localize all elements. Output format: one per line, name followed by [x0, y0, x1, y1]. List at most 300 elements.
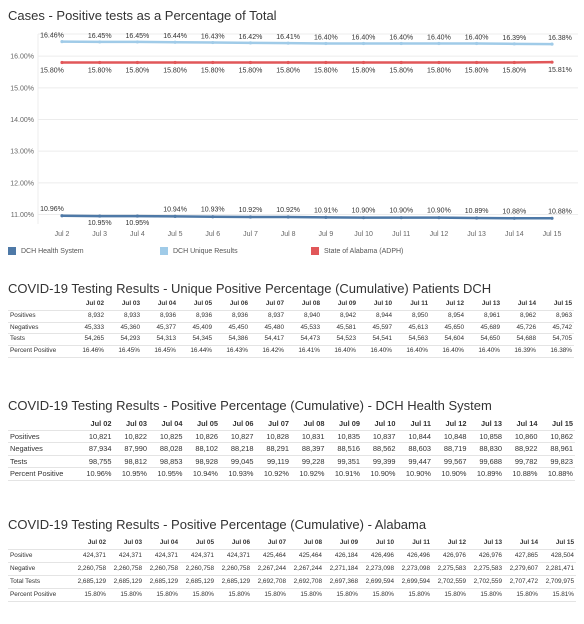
column-header: Jul 08: [301, 300, 320, 307]
column-header: Jul 08: [303, 419, 325, 428]
column-header: Jul 07: [267, 539, 286, 546]
column-header: Jul 05: [193, 300, 212, 307]
table-cell: 2,692,708: [288, 576, 324, 589]
table-cell: 45,581: [322, 322, 358, 334]
data-label: 15.80%: [87, 67, 112, 75]
table-cell: 10.90%: [433, 468, 469, 481]
x-tick-label: Jul 7: [243, 231, 258, 238]
table-cell: 2,685,129: [180, 576, 216, 589]
table-cell: 16.44%: [178, 346, 214, 358]
table-dch-health-system: [8, 418, 575, 481]
data-label: 16.45%: [125, 32, 150, 40]
data-label: 10.91%: [313, 207, 338, 215]
table-cell: 99,351: [327, 455, 363, 468]
table-row: [8, 550, 576, 563]
row-label: Negative: [8, 563, 72, 576]
x-tick-label: Jul 11: [392, 231, 411, 238]
data-point: [211, 41, 214, 44]
table-cell: 87,934: [78, 443, 114, 456]
table-cell: 15.80%: [144, 589, 180, 602]
table-row: [8, 468, 575, 481]
data-point: [513, 42, 516, 45]
table-cell: 2,271,184: [324, 563, 360, 576]
data-label: 16.39%: [502, 34, 527, 42]
data-label: 16.40%: [464, 34, 489, 42]
data-label: 10.94%: [163, 206, 187, 214]
data-point: [400, 42, 403, 45]
table-unique-dch: [8, 299, 574, 358]
table-header-row: [8, 537, 576, 550]
table-cell: 98,928: [185, 455, 221, 468]
table-cell: 45,409: [178, 322, 214, 334]
table-corner: [8, 537, 72, 550]
data-point: [98, 61, 101, 64]
table-cell: 45,689: [466, 322, 502, 334]
table-header-row: [8, 299, 574, 310]
table-cell: 10.95%: [149, 468, 185, 481]
data-point: [287, 61, 290, 64]
table-cell: 15.80%: [468, 589, 504, 602]
column-header: Jul 02: [85, 300, 104, 307]
data-point: [550, 217, 553, 220]
table-cell: 2,707,472: [504, 576, 540, 589]
table-cell: 8,937: [250, 310, 286, 322]
table-cell: 10,827: [220, 430, 256, 443]
table-cell: 16.45%: [106, 346, 142, 358]
table-cell: 10,860: [504, 430, 540, 443]
table-cell: 54,604: [430, 334, 466, 346]
table-cell: 424,371: [108, 550, 144, 563]
data-point: [173, 61, 176, 64]
table-cell: 16.40%: [430, 346, 466, 358]
data-label: 16.38%: [548, 35, 572, 43]
data-point: [513, 217, 516, 220]
data-label: 10.96%: [40, 205, 64, 213]
table-cell: 8,944: [358, 310, 394, 322]
table-cell: 15.80%: [396, 589, 432, 602]
data-point: [211, 61, 214, 64]
column-header: Jul 08: [303, 539, 322, 546]
table-cell: 10.91%: [327, 468, 363, 481]
table-cell: 2,685,129: [144, 576, 180, 589]
table-cell: 10.94%: [185, 468, 221, 481]
legend-item-state-of-alabama[interactable]: [311, 247, 403, 255]
x-tick-label: Jul 10: [354, 231, 373, 238]
table-cell: 88,719: [433, 443, 469, 456]
data-point: [60, 61, 63, 64]
data-label: 10.90%: [351, 207, 376, 215]
table-row: [8, 346, 574, 358]
table-cell: 2,279,607: [504, 563, 540, 576]
data-point: [324, 216, 327, 219]
y-tick-label: 12.00%: [10, 180, 34, 188]
table-cell: 45,377: [142, 322, 178, 334]
y-tick-label: 11.00%: [10, 212, 34, 219]
row-label: Positives: [8, 310, 70, 322]
column-header: Jul 12: [445, 300, 464, 307]
row-label: Positive: [8, 550, 72, 563]
table-cell: 45,597: [358, 322, 394, 334]
table-cell: 2,267,244: [252, 563, 288, 576]
x-tick-label: Jul 3: [92, 231, 108, 238]
table-cell: 426,496: [396, 550, 432, 563]
table-cell: 425,464: [288, 550, 324, 563]
data-point: [475, 42, 478, 45]
data-point: [437, 216, 440, 219]
table-cell: 2,697,368: [324, 576, 360, 589]
legend-label: DCH Unique Results: [173, 247, 238, 255]
table-cell: 54,386: [214, 334, 250, 346]
table-cell: 8,962: [502, 310, 538, 322]
data-point: [173, 41, 176, 44]
table-cell: 99,823: [540, 455, 576, 468]
table-cell: 99,228: [291, 455, 327, 468]
data-point: [513, 61, 516, 64]
row-label: Tests: [8, 334, 70, 346]
table-cell: 10,835: [327, 430, 363, 443]
data-label: 15.80%: [313, 67, 338, 75]
x-tick-label: Jul 15: [542, 231, 562, 238]
column-header: Jul 07: [268, 419, 289, 428]
table-cell: 10,831: [291, 430, 327, 443]
table-cell: 16.40%: [394, 346, 430, 358]
data-label: 16.40%: [351, 34, 376, 42]
data-label: 16.40%: [389, 34, 414, 42]
table-cell: 45,533: [286, 322, 322, 334]
data-label: 15.80%: [276, 67, 301, 75]
table-cell: 10,848: [433, 430, 469, 443]
legend-label: State of Alabama (ADPH): [324, 247, 404, 255]
data-label: 16.46%: [40, 32, 64, 40]
table-cell: 54,541: [358, 334, 394, 346]
row-label: Total Tests: [8, 576, 72, 589]
table-cell: 54,650: [466, 334, 502, 346]
table-cell: 2,702,559: [468, 576, 504, 589]
table-cell: 8,936: [142, 310, 178, 322]
table-cell: 16.40%: [466, 346, 502, 358]
data-label: 10.92%: [276, 207, 301, 215]
table-cell: 2,275,583: [468, 563, 504, 576]
x-tick-label: Jul 14: [504, 231, 524, 238]
table-cell: 10.95%: [114, 468, 150, 481]
column-header: Jul 14: [517, 300, 536, 307]
table-cell: 10,844: [398, 430, 434, 443]
data-label: 10.88%: [502, 208, 527, 216]
table-cell: 8,961: [466, 310, 502, 322]
data-point: [437, 61, 440, 64]
row-label: Negatives: [8, 443, 78, 456]
data-point: [136, 61, 139, 64]
column-header: Jul 13: [481, 300, 500, 307]
table-row: [8, 430, 575, 443]
data-point: [287, 42, 290, 45]
data-label: 10.93%: [200, 206, 225, 214]
data-label: 16.43%: [200, 33, 225, 41]
data-label: 10.90%: [427, 207, 451, 215]
table-cell: 424,371: [216, 550, 252, 563]
column-header: Jul 11: [410, 300, 428, 307]
table-cell: 426,496: [360, 550, 396, 563]
legend-swatch: [8, 247, 16, 255]
table-cell: 16.43%: [214, 346, 250, 358]
table-cell: 424,371: [180, 550, 216, 563]
table-cell: 15.81%: [540, 589, 576, 602]
table-cell: 98,812: [114, 455, 150, 468]
row-label: Percent Positive: [8, 468, 78, 481]
table-row: [8, 310, 574, 322]
table-cell: 15.80%: [180, 589, 216, 602]
column-header: Jul 03: [121, 300, 140, 307]
table-cell: 16.41%: [286, 346, 322, 358]
y-tick-label: 13.00%: [10, 148, 34, 156]
table-cell: 88,397: [291, 443, 327, 456]
table-cell: 8,950: [394, 310, 430, 322]
table-cell: 54,313: [142, 334, 178, 346]
table-cell: 99,119: [256, 455, 292, 468]
column-header: Jul 09: [337, 300, 356, 307]
table-cell: 10.92%: [291, 468, 327, 481]
column-header: Jul 04: [161, 419, 183, 428]
table-cell: 10.92%: [256, 468, 292, 481]
column-header: Jul 10: [374, 419, 396, 428]
y-tick-label: 14.00%: [10, 117, 34, 124]
table-cell: 99,782: [504, 455, 540, 468]
table-cell: 88,830: [469, 443, 505, 456]
x-tick-label: Jul 2: [54, 231, 70, 238]
data-point: [98, 214, 101, 217]
table-cell: 99,688: [469, 455, 505, 468]
data-label: 15.81%: [548, 67, 572, 75]
data-point: [249, 61, 252, 64]
column-header: Jul 05: [197, 419, 218, 428]
table-cell: 8,936: [214, 310, 250, 322]
column-header: Jul 07: [265, 300, 284, 307]
data-label: 15.80%: [238, 67, 263, 75]
row-label: Tests: [8, 455, 78, 468]
table-cell: 54,688: [502, 334, 538, 346]
data-point: [136, 40, 139, 43]
table-row: [8, 334, 574, 346]
table-cell: 424,371: [144, 550, 180, 563]
table-cell: 88,291: [256, 443, 292, 456]
table-row: [8, 443, 575, 456]
table-cell: 45,333: [70, 322, 106, 334]
table-cell: 15.80%: [108, 589, 144, 602]
table-title-unique-dch: COVID-19 Testing Results - Unique Positive Percentage (Cumulative) Patients DCH: [8, 281, 492, 296]
table-cell: 15.80%: [324, 589, 360, 602]
table-cell: 16.39%: [502, 346, 538, 358]
data-label: 15.80%: [125, 67, 150, 75]
column-header: Jul 13: [483, 539, 502, 546]
table-title-alabama: COVID-19 Testing Results - Positive Percentage (Cumulative) - Alabama: [8, 517, 427, 532]
data-label: 16.41%: [276, 34, 301, 42]
table-cell: 88,562: [362, 443, 398, 456]
table-cell: 2,699,594: [360, 576, 396, 589]
column-header: Jul 03: [123, 539, 142, 546]
data-point: [437, 42, 440, 45]
table-cell: 2,267,244: [288, 563, 324, 576]
data-label: 10.92%: [238, 207, 263, 215]
row-label: Negatives: [8, 322, 70, 334]
data-label: 16.40%: [427, 34, 451, 42]
table-row: [8, 563, 576, 576]
table-cell: 16.40%: [358, 346, 394, 358]
table-cell: 426,184: [324, 550, 360, 563]
column-header: Jul 04: [157, 300, 176, 307]
table-cell: 10,837: [362, 430, 398, 443]
table-cell: 45,650: [430, 322, 466, 334]
column-header: Jul 06: [229, 300, 248, 307]
row-label: Percent Positive: [8, 346, 70, 358]
table-cell: 10.96%: [78, 468, 114, 481]
data-point: [60, 40, 63, 43]
table-cell: 16.42%: [250, 346, 286, 358]
table-cell: 2,685,129: [108, 576, 144, 589]
table-alabama: [8, 537, 576, 602]
table-cell: 10,862: [540, 430, 576, 443]
table-cell: 10,825: [149, 430, 185, 443]
column-header: Jul 15: [555, 539, 574, 546]
table-cell: 426,976: [432, 550, 468, 563]
data-point: [287, 215, 290, 218]
table-cell: 15.80%: [72, 589, 108, 602]
data-point: [136, 214, 139, 217]
column-header: Jul 15: [553, 300, 572, 307]
data-point: [60, 214, 63, 217]
column-header: Jul 06: [231, 539, 250, 546]
table-cell: 54,523: [322, 334, 358, 346]
table-cell: 2,260,758: [180, 563, 216, 576]
y-tick-label: 16.00%: [10, 53, 34, 61]
table-cell: 16.46%: [70, 346, 106, 358]
series-line-1: [62, 42, 552, 45]
table-cell: 88,028: [149, 443, 185, 456]
table-cell: 10.90%: [362, 468, 398, 481]
data-label: 15.80%: [389, 67, 414, 75]
legend-swatch: [160, 247, 168, 255]
table-row: [8, 576, 576, 589]
x-tick-label: Jul 4: [129, 231, 145, 238]
column-header: Jul 15: [552, 419, 573, 428]
table-cell: 99,567: [433, 455, 469, 468]
table-cell: 54,563: [394, 334, 430, 346]
table-cell: 2,260,758: [72, 563, 108, 576]
table-cell: 45,613: [394, 322, 430, 334]
table-cell: 16.40%: [322, 346, 358, 358]
data-label: 10.95%: [87, 220, 112, 228]
table-cell: 10.89%: [469, 468, 505, 481]
table-cell: 88,603: [398, 443, 434, 456]
table-cell: 15.80%: [360, 589, 396, 602]
table-cell: 2,260,758: [144, 563, 180, 576]
table-title-dch-health-system: COVID-19 Testing Results - Positive Percentage (Cumulative) - DCH Health System: [8, 398, 492, 413]
column-header: Jul 11: [410, 419, 431, 428]
table-cell: 2,273,098: [396, 563, 432, 576]
data-point: [362, 61, 365, 64]
column-header: Jul 03: [126, 419, 147, 428]
table-cell: 8,954: [430, 310, 466, 322]
data-label: 10.89%: [464, 207, 489, 215]
column-header: Jul 11: [412, 539, 430, 546]
table-cell: 45,480: [250, 322, 286, 334]
column-header: Jul 09: [339, 419, 360, 428]
column-header: Jul 10: [373, 300, 392, 307]
legend-swatch: [311, 247, 319, 255]
table-cell: 15.80%: [252, 589, 288, 602]
table-cell: 15.80%: [504, 589, 540, 602]
table-cell: 2,685,129: [72, 576, 108, 589]
y-tick-label: 15.00%: [10, 85, 34, 93]
data-label: 10.95%: [125, 220, 150, 228]
table-cell: 54,417: [250, 334, 286, 346]
table-cell: 99,447: [398, 455, 434, 468]
table-cell: 88,218: [220, 443, 256, 456]
column-header: Jul 14: [519, 539, 538, 546]
data-point: [550, 61, 553, 64]
table-row: [8, 455, 575, 468]
table-cell: 98,755: [78, 455, 114, 468]
table-cell: 8,942: [322, 310, 358, 322]
x-tick-label: Jul 13: [467, 231, 486, 238]
table-cell: 426,976: [468, 550, 504, 563]
column-header: Jul 14: [516, 419, 538, 428]
table-cell: 2,702,559: [432, 576, 468, 589]
table-cell: 8,963: [538, 310, 574, 322]
table-cell: 10.90%: [398, 468, 434, 481]
table-cell: 98,853: [149, 455, 185, 468]
column-header: Jul 06: [232, 419, 254, 428]
table-cell: 8,933: [106, 310, 142, 322]
legend-item-dch-health-system[interactable]: [8, 247, 84, 255]
data-point: [400, 216, 403, 219]
table-cell: 45,742: [538, 322, 574, 334]
table-cell: 16.45%: [142, 346, 178, 358]
x-tick-label: Jul 8: [280, 231, 296, 238]
data-point: [324, 42, 327, 45]
table-cell: 10,826: [185, 430, 221, 443]
table-cell: 88,961: [540, 443, 576, 456]
data-point: [249, 215, 252, 218]
table-cell: 88,922: [504, 443, 540, 456]
table-cell: 10,821: [78, 430, 114, 443]
x-tick-label: Jul 5: [167, 231, 183, 238]
row-label: Percent Positive: [8, 589, 72, 602]
table-row: [8, 322, 574, 334]
data-label: 16.40%: [313, 34, 338, 42]
table-cell: 2,260,758: [108, 563, 144, 576]
data-point: [324, 61, 327, 64]
table-corner: [8, 418, 78, 430]
data-label: 15.80%: [200, 67, 225, 75]
table-cell: 2,275,583: [432, 563, 468, 576]
table-cell: 8,936: [178, 310, 214, 322]
table-cell: 10.93%: [220, 468, 256, 481]
data-point: [550, 43, 553, 46]
column-header: Jul 12: [445, 419, 467, 428]
data-point: [400, 61, 403, 64]
data-label: 15.80%: [351, 67, 376, 75]
table-row: [8, 589, 576, 602]
legend-item-dch-unique-results[interactable]: [160, 247, 238, 255]
table-cell: 2,709,975: [540, 576, 576, 589]
table-cell: 10,822: [114, 430, 150, 443]
data-label: 16.44%: [163, 33, 187, 41]
data-label: 15.80%: [427, 67, 451, 75]
table-cell: 15.80%: [288, 589, 324, 602]
chart-title: Cases - Positive tests as a Percentage of Total: [8, 8, 277, 23]
data-label: 15.80%: [40, 67, 64, 75]
column-header: Jul 09: [339, 539, 358, 546]
